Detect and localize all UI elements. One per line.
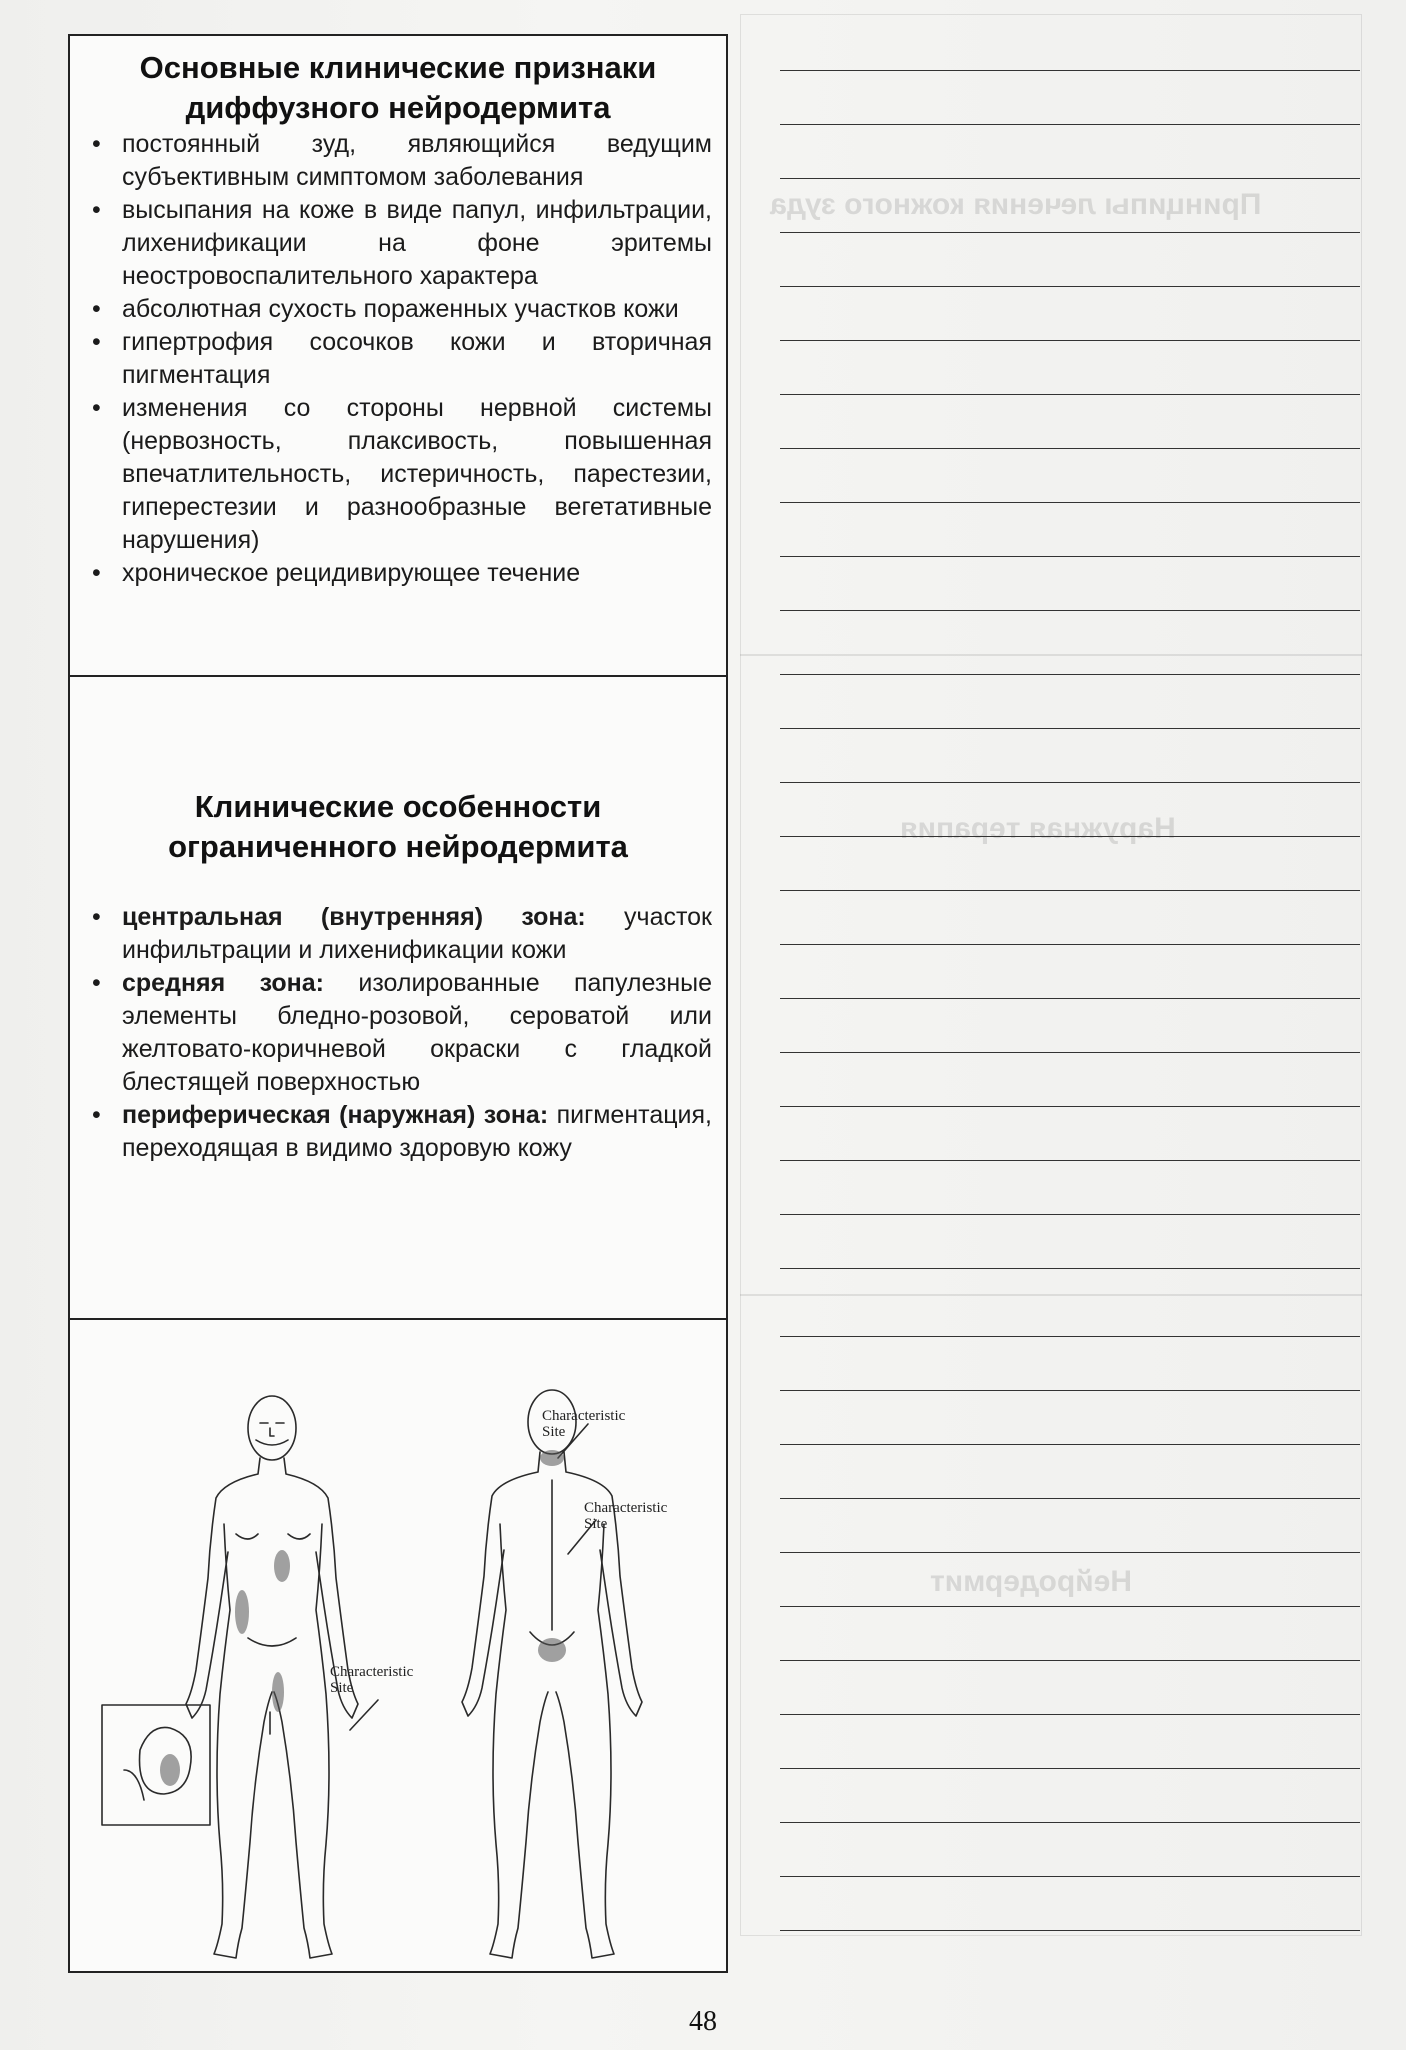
- inset-frame: [102, 1705, 210, 1825]
- list-item: • высыпания на коже в виде папул, инфильтрации, лихенификации на фоне эритемы неостровоспалительного характера: [92, 196, 712, 290]
- note-line: [780, 70, 1360, 71]
- list-item: [88, 967, 712, 1099]
- note-line: [780, 1876, 1360, 1877]
- ghost-slide-frame: [740, 654, 1362, 1296]
- callout-neck: Characteristic Site: [542, 1408, 626, 1440]
- callout-leg: Characteristic Site: [330, 1664, 414, 1696]
- slide-limited-neurodermatitis: [68, 677, 728, 1320]
- bullet-icon: •: [92, 559, 101, 587]
- list-item: [88, 1099, 712, 1165]
- ghost-slide-frame: [740, 14, 1362, 656]
- zone-term: центральная (внутренняя) зона:: [122, 903, 586, 931]
- note-line: [780, 1106, 1360, 1107]
- bullet-icon: •: [92, 196, 101, 224]
- list-item: • изменения со стороны нервной системы (нервозность, плаксивость, повышенная впечатлительность, истеричность, парестезии, гиперестезии и разнообразные вегетативные нарушения): [92, 394, 712, 554]
- back-body-figure: [462, 1390, 642, 1958]
- bullet-icon: •: [92, 394, 101, 422]
- note-line: [780, 998, 1360, 999]
- zone-term: периферическая (наружная) зона:: [122, 1101, 549, 1129]
- zone-term: средняя зона:: [122, 969, 324, 997]
- note-line: [780, 674, 1360, 675]
- bullet-icon: •: [92, 295, 101, 323]
- callout-pointer-leg: [350, 1700, 378, 1730]
- note-line: [780, 944, 1360, 945]
- slide-title: [70, 677, 726, 867]
- note-line: [780, 782, 1360, 783]
- note-line: [780, 1390, 1360, 1391]
- bullet-icon: •: [92, 328, 101, 356]
- bullet-icon: •: [92, 1101, 101, 1129]
- list-item: • хроническое рецидивирующее течение: [88, 557, 712, 590]
- note-line: [780, 502, 1360, 503]
- note-line: [780, 1768, 1360, 1769]
- note-line: [780, 1214, 1360, 1215]
- bullet-icon: •: [92, 130, 101, 158]
- show-through-heading-2: Наружная терапия: [900, 812, 1176, 845]
- body-outline-illustration: [70, 1320, 730, 1973]
- note-line: [780, 890, 1360, 891]
- zone-description: участок инфильтрации и лихенификации кожи: [122, 903, 712, 964]
- note-line: [780, 286, 1360, 287]
- list-item: • абсолютная сухость пораженных участков кожи: [88, 293, 712, 326]
- page-number: 48: [689, 2006, 717, 2037]
- note-line: [780, 232, 1360, 233]
- note-line: [780, 1714, 1360, 1715]
- show-through-heading-1: Принципы лечения кожного зуда: [770, 188, 1262, 221]
- inset-lesion: [160, 1754, 180, 1786]
- title-line-2: ограниченного нейродермита: [168, 829, 628, 864]
- neck-lesion: [540, 1450, 564, 1466]
- show-through-heading-3: Нейродермит: [930, 1565, 1133, 1598]
- body-diagram: [70, 1320, 730, 1973]
- bullet-icon: •: [92, 969, 101, 997]
- note-line: [780, 1822, 1360, 1823]
- symptom-list: [70, 128, 726, 590]
- note-line: [780, 1930, 1360, 1931]
- callout-arm: Characteristic Site: [584, 1500, 668, 1532]
- buttock-lesion: [538, 1638, 566, 1662]
- note-line: [780, 124, 1360, 125]
- list-item: • постоянный зуд, являющийся ведущим субъективным симптомом заболевания: [92, 130, 712, 191]
- thigh-lesion: [235, 1590, 249, 1634]
- note-line: [780, 1336, 1360, 1337]
- title-line-2: диффузного нейродермита: [185, 90, 611, 125]
- slide-body-diagram: [68, 1320, 728, 1973]
- zone-list: [70, 901, 726, 1165]
- list-item: • гипертрофия сосочков кожи и вторичная пигментация: [92, 328, 712, 389]
- bullet-icon: •: [92, 903, 101, 931]
- note-line: [780, 394, 1360, 395]
- note-line: [780, 178, 1360, 179]
- note-line: [780, 1498, 1360, 1499]
- shin-lesion: [272, 1672, 284, 1712]
- notes-area: [780, 0, 1360, 2000]
- note-line: [780, 1160, 1360, 1161]
- note-line: [780, 836, 1360, 837]
- title-line-1: Основные клинические признаки: [139, 50, 657, 85]
- note-line: [780, 1268, 1360, 1269]
- slide-title: [70, 36, 726, 128]
- note-line: [780, 1606, 1360, 1607]
- note-line: [780, 1552, 1360, 1553]
- note-line: [780, 556, 1360, 557]
- note-line: [780, 1444, 1360, 1445]
- note-line: [780, 340, 1360, 341]
- groin-lesion: [274, 1550, 290, 1582]
- title-line-1: Клинические особенности: [194, 789, 602, 824]
- zone-description: пигментация, переходящая в видимо здоровую кожу: [122, 1101, 712, 1162]
- note-line: [780, 728, 1360, 729]
- note-line: [780, 448, 1360, 449]
- slide-diffuse-neurodermatitis: [68, 34, 728, 677]
- note-line: [780, 1052, 1360, 1053]
- note-line: [780, 1660, 1360, 1661]
- zone-description: изолированные папулезные элементы бледно-розовой, сероватой или желтовато-коричневой окраски с гладкой блестящей поверхностью: [122, 969, 712, 1096]
- note-line: [780, 610, 1360, 611]
- list-item: [88, 901, 712, 967]
